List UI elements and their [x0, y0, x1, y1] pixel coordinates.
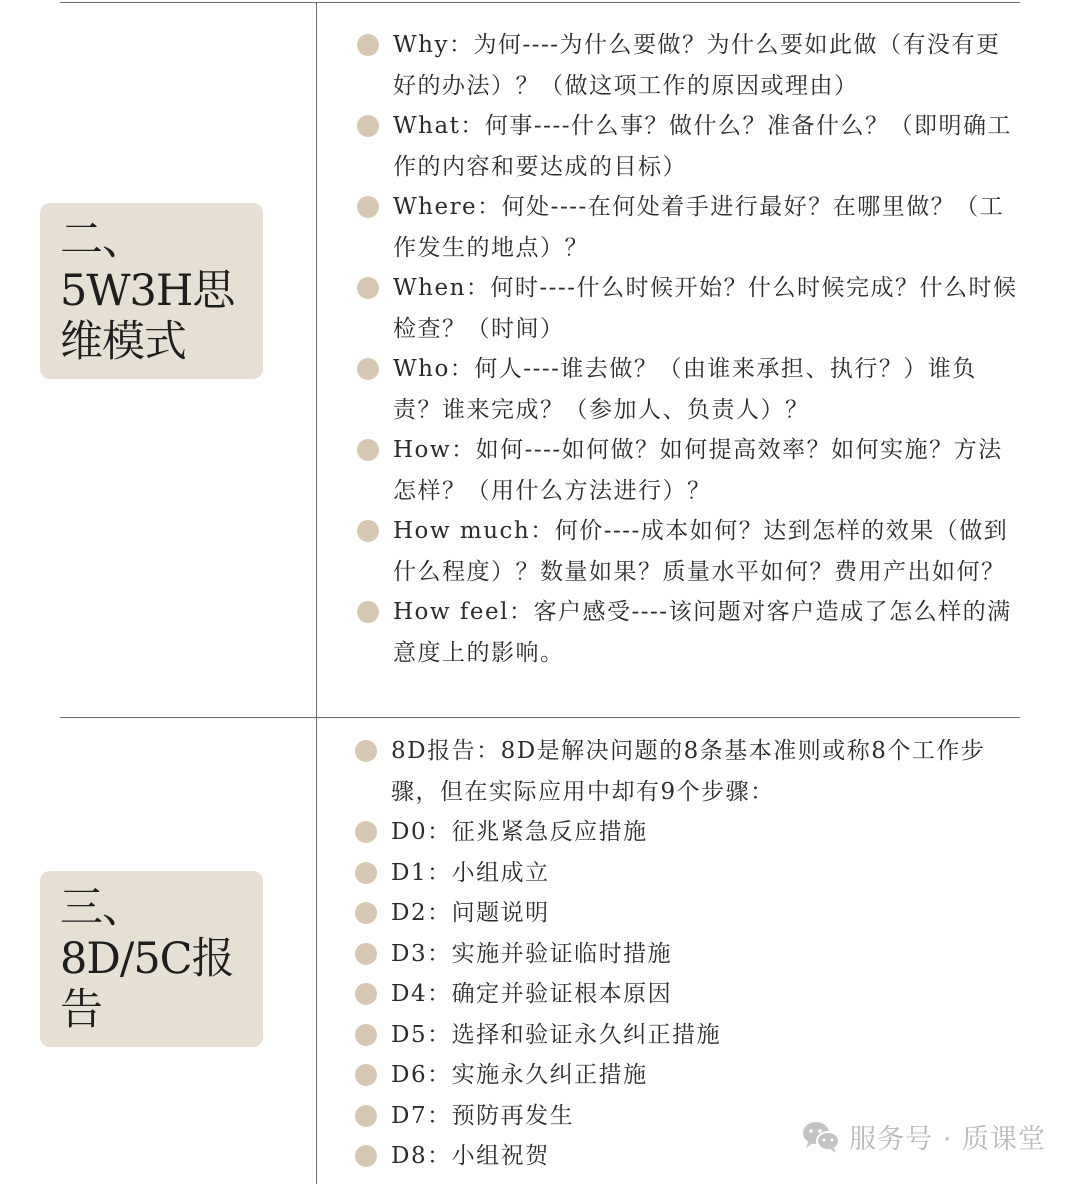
section-label-text: 三、 8D/5C报 告 — [60, 882, 234, 1035]
list-item-d5 — [355, 1015, 1022, 1056]
watermark-text: 服务号 · 质课堂 — [849, 1124, 1046, 1155]
bullet-dot — [357, 601, 379, 623]
list-item-who — [357, 349, 1022, 430]
item-text: D2：问题说明 — [391, 900, 550, 926]
item-text: D7：预防再发生 — [391, 1102, 575, 1129]
section-list-8d — [355, 731, 1022, 1177]
list-item-where — [357, 187, 1022, 268]
bullet-dot — [355, 943, 377, 965]
bullet-dot — [355, 1105, 377, 1127]
item-text: How much：何价----成本如何？达到怎样的效果（做到什么程度）？数量如果？质量水平如何？费用产出如何？ — [393, 518, 1009, 585]
bullet-dot — [357, 520, 379, 542]
section-divider — [60, 717, 1020, 718]
list-item-d2 — [355, 893, 1022, 934]
item-text: Where：何处----在何处着手进行最好？在哪里做？（工作发生的地点）？ — [393, 194, 1005, 261]
list-item-d6 — [355, 1055, 1022, 1096]
column-divider — [316, 2, 317, 1184]
item-text: 8D报告：8D是解决问题的8条基本准则或称8个工作步骤，但在实际应用中却有9个步骤： — [391, 738, 986, 805]
list-item-when — [357, 268, 1022, 349]
list-item-d3 — [355, 934, 1022, 975]
list-item-how-much — [357, 511, 1022, 592]
list-item-d4 — [355, 974, 1022, 1015]
list-item-d0 — [355, 812, 1022, 853]
item-text: When：何时----什么时候开始？什么时候完成？什么时候检查？（时间） — [393, 275, 1018, 342]
item-text: D1：小组成立 — [391, 859, 550, 886]
section-label-5w3h — [40, 203, 263, 379]
top-rule — [60, 2, 1020, 3]
list-item-why — [357, 25, 1022, 106]
list-item-how — [357, 430, 1022, 511]
section-label-8d — [40, 871, 263, 1047]
item-text: D8：小组祝贺 — [391, 1143, 550, 1169]
section-label-text: 二、 5W3H思 维模式 — [60, 214, 235, 367]
bullet-dot — [355, 902, 377, 924]
section-list-5w3h — [357, 25, 1022, 673]
bullet-dot — [355, 862, 377, 884]
item-text: D0：征兆紧急反应措施 — [391, 819, 648, 845]
item-text: D5：选择和验证永久纠正措施 — [391, 1021, 722, 1048]
wechat-icon — [801, 1120, 841, 1154]
bullet-dot — [355, 983, 377, 1005]
watermark — [801, 1117, 1046, 1156]
list-item-what — [357, 106, 1022, 187]
bullet-dot — [355, 1064, 377, 1086]
bullet-dot — [355, 1024, 377, 1046]
item-text: D3：实施并验证临时措施 — [391, 940, 673, 967]
bullet-dot — [355, 740, 377, 762]
bullet-dot — [357, 277, 379, 299]
bullet-dot — [355, 821, 377, 843]
item-text: Why：为何----为什么要做？为什么要如此做（有没有更好的办法）？（做这项工作的原因或理由） — [393, 32, 1001, 99]
list-item-8d-intro — [355, 731, 1022, 812]
bullet-dot — [357, 196, 379, 218]
bullet-dot — [357, 358, 379, 380]
item-text: How：如何----如何做？如何提高效率？如何实施？方法怎样？（用什么方法进行）？ — [393, 437, 1003, 504]
bullet-dot — [355, 1145, 377, 1167]
item-text: D6：实施永久纠正措施 — [391, 1062, 648, 1088]
list-item-d1 — [355, 853, 1022, 894]
item-text: What：何事----什么事？做什么？准备什么？（即明确工作的内容和要达成的目标） — [393, 113, 1012, 180]
bullet-dot — [357, 439, 379, 461]
bullet-dot — [357, 34, 379, 56]
item-text: Who：何人----谁去做？（由谁来承担、执行？）谁负责？谁来完成？（参加人、负责人）？ — [393, 356, 977, 423]
bullet-dot — [357, 115, 379, 137]
item-text: How feel：客户感受----该问题对客户造成了怎么样的满意度上的影响。 — [393, 599, 1012, 666]
list-item-how-feel — [357, 592, 1022, 673]
item-text: D4：确定并验证根本原因 — [391, 981, 673, 1007]
